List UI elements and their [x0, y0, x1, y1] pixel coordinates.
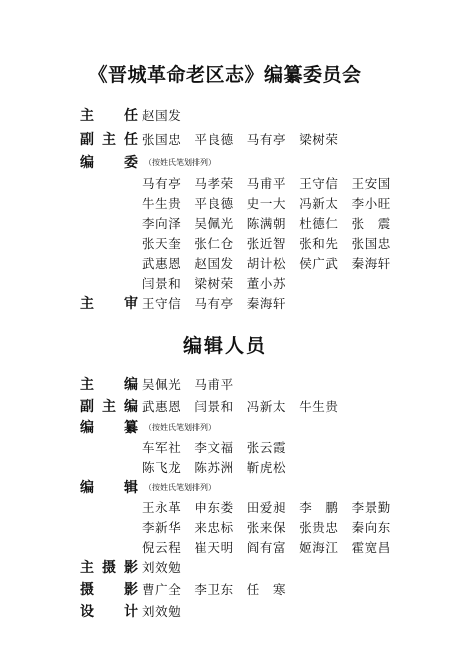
role-label-compilers: 编 纂	[80, 420, 138, 436]
members-line: 武惠恩 赵国发 胡计松 侯广武 秦海轩	[142, 256, 391, 271]
deputy-director-row	[0, 130, 450, 150]
role-label-reviewers: 主 审	[80, 296, 138, 312]
deputy-director-names: 张国忠 平良德 马有亭 梁树荣	[142, 132, 339, 147]
role-label-deputy-director: 副 主 任	[80, 132, 138, 148]
members-line: 张天奎 张仁仓 张近智 张和先 张国忠	[142, 236, 391, 251]
editors-line: 李新华 来忠标 张来保 张贵忠 秦向东	[142, 520, 391, 535]
chief-photographer-names: 刘效勉	[142, 560, 182, 575]
members-line: 马有亭 马孝荣 马甫平 王守信 王安国	[142, 176, 391, 191]
role-label-members: 编 委	[80, 155, 138, 171]
deputy-editor-row	[0, 397, 450, 417]
members-line: 牛生贵 平良德 史一大 冯新太 李小旺	[142, 196, 391, 211]
deputy-editor-names: 武惠恩 闫景和 冯新太 牛生贵	[142, 399, 339, 414]
designer-names: 刘效勉	[142, 604, 182, 619]
role-label-designer: 设 计	[80, 604, 138, 620]
role-label-director: 主 任	[80, 108, 138, 124]
editors-line: 王永革 申东娄 田爱昶 李 鹏 李景勤	[142, 500, 391, 515]
members-line: 闫景和 梁树荣 董小苏	[142, 276, 287, 291]
members-row	[0, 153, 450, 173]
staff-title: 编辑人员	[182, 335, 267, 357]
compilers-sort-note: （按姓氏笔划排列）	[144, 423, 216, 432]
compilers-row	[0, 418, 450, 438]
role-label-deputy-editor: 副 主 编	[80, 399, 138, 415]
chief-photographer-row	[0, 558, 450, 578]
compilers-line: 车军社 李文福 张云霞	[142, 440, 287, 455]
reviewers-row	[0, 294, 450, 314]
members-line: 李向泽 吴佩光 陈满朝 杜德仁 张 震	[142, 216, 391, 231]
role-label-photographers: 摄 影	[80, 582, 138, 598]
editors-line: 倪云程 崔天明 阎有富 姬海江 霍宽昌	[142, 540, 391, 555]
role-label-editors: 编 辑	[80, 480, 138, 496]
chief-editor-row	[0, 375, 450, 395]
director-row	[0, 106, 450, 126]
chief-editor-names: 吴佩光 马甫平	[142, 377, 234, 392]
designer-row	[0, 602, 450, 622]
photographers-row	[0, 580, 450, 600]
members-sort-note: （按姓氏笔划排列）	[144, 158, 216, 167]
role-label-chief-editor: 主 编	[80, 377, 138, 393]
director-names: 赵国发	[142, 108, 182, 123]
reviewer-names: 王守信 马有亭 秦海轩	[142, 296, 287, 311]
photographer-names: 曹广全 李卫东 任 寒	[142, 582, 287, 597]
committee-title: 《晋城革命老区志》编纂委员会	[88, 64, 362, 86]
role-label-chief-photographer: 主 摄 影	[80, 560, 138, 576]
editors-row	[0, 478, 450, 498]
editors-sort-note: （按姓氏笔划排列）	[144, 483, 216, 492]
compilers-line: 陈飞龙 陈苏洲 靳虎松	[142, 460, 287, 475]
